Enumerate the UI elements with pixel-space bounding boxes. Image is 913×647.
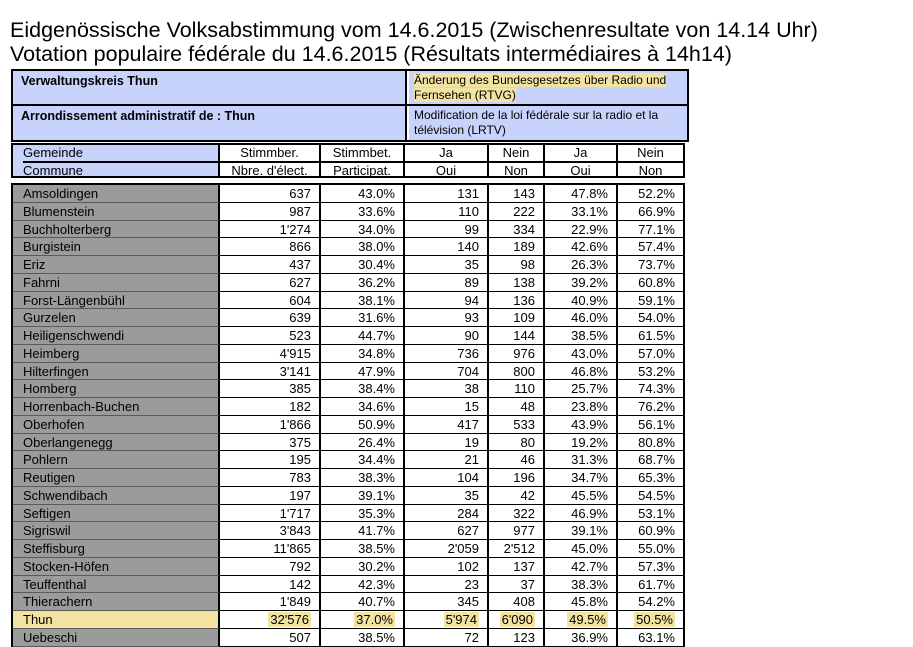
yes-pct-cell: 45.5% xyxy=(545,487,618,505)
commune-name: Heimberg xyxy=(13,345,220,363)
table-row xyxy=(13,309,683,327)
table-row xyxy=(13,451,683,469)
commune-name: Seftigen xyxy=(13,505,220,523)
voters-cell: 792 xyxy=(220,558,321,576)
commune-name: Hilterfingen xyxy=(13,363,220,381)
no-pct-cell: 60.9% xyxy=(618,522,683,540)
table-row xyxy=(13,345,683,363)
voters-cell: 866 xyxy=(220,238,321,256)
turnout-cell: 38.5% xyxy=(321,540,405,558)
yes-pct-cell: 47.8% xyxy=(545,185,618,203)
voters-cell: 604 xyxy=(220,292,321,310)
yes-pct-cell: 42.6% xyxy=(545,238,618,256)
no-pct-cell: 80.8% xyxy=(618,434,683,452)
no-count-cell: 222 xyxy=(489,203,545,221)
yes-count-cell: 5'974 xyxy=(405,611,489,629)
yes-count-cell: 417 xyxy=(405,416,489,434)
column-header-no-pct: Nein Non xyxy=(618,145,683,176)
commune-name: Oberlangenegg xyxy=(13,434,220,452)
voters-cell: 182 xyxy=(220,398,321,416)
voters-cell: 1'717 xyxy=(220,505,321,523)
yes-count-cell: 140 xyxy=(405,238,489,256)
no-pct-cell: 60.8% xyxy=(618,274,683,292)
no-count-cell: 976 xyxy=(489,345,545,363)
voters-cell: 627 xyxy=(220,274,321,292)
no-count-cell: 2'512 xyxy=(489,540,545,558)
no-count-cell: 80 xyxy=(489,434,545,452)
no-pct-cell: 77.1% xyxy=(618,221,683,239)
commune-name: Burgistein xyxy=(13,238,220,256)
voters-cell: 195 xyxy=(220,451,321,469)
yes-pct-cell: 25.7% xyxy=(545,380,618,398)
district-label-de: Verwaltungskreis Thun xyxy=(13,71,407,105)
turnout-cell: 26.4% xyxy=(321,434,405,452)
no-pct-cell: 57.3% xyxy=(618,558,683,576)
turnout-cell: 34.6% xyxy=(321,398,405,416)
voters-cell: 3'843 xyxy=(220,522,321,540)
yes-pct-cell: 39.1% xyxy=(545,522,618,540)
no-count-cell: 109 xyxy=(489,309,545,327)
commune-name: Schwendibach xyxy=(13,487,220,505)
no-pct-cell: 76.2% xyxy=(618,398,683,416)
commune-name: Amsoldingen xyxy=(13,185,220,203)
voters-cell: 637 xyxy=(220,185,321,203)
commune-name: Sigriswil xyxy=(13,522,220,540)
voters-cell: 507 xyxy=(220,629,321,647)
yes-count-cell: 94 xyxy=(405,292,489,310)
no-pct-cell: 52.2% xyxy=(618,185,683,203)
yes-pct-cell: 33.1% xyxy=(545,203,618,221)
turnout-cell: 38.3% xyxy=(321,469,405,487)
commune-name: Pohlern xyxy=(13,451,220,469)
yes-pct-cell: 49.5% xyxy=(545,611,618,629)
table-row xyxy=(13,185,683,203)
no-count-cell: 800 xyxy=(489,363,545,381)
column-header-voters: Stimmber. Nbre. d'élect. xyxy=(220,145,321,176)
no-pct-cell: 56.1% xyxy=(618,416,683,434)
yes-pct-cell: 38.3% xyxy=(545,576,618,594)
table-row xyxy=(13,522,683,540)
column-header-yes: Ja Oui xyxy=(405,145,489,176)
yes-count-cell: 284 xyxy=(405,505,489,523)
voters-cell: 639 xyxy=(220,309,321,327)
yes-count-cell: 736 xyxy=(405,345,489,363)
yes-count-cell: 627 xyxy=(405,522,489,540)
yes-count-cell: 99 xyxy=(405,221,489,239)
table-row xyxy=(13,540,683,558)
yes-count-cell: 21 xyxy=(405,451,489,469)
yes-pct-cell: 45.0% xyxy=(545,540,618,558)
no-pct-cell: 63.1% xyxy=(618,629,683,647)
voters-cell: 1'849 xyxy=(220,593,321,611)
yes-count-cell: 38 xyxy=(405,380,489,398)
yes-pct-cell: 38.5% xyxy=(545,327,618,345)
voters-cell: 4'915 xyxy=(220,345,321,363)
yes-count-cell: 23 xyxy=(405,576,489,594)
no-count-cell: 123 xyxy=(489,629,545,647)
page-title-de: Eidgenössische Volksabstimmung vom 14.6.2015 (Zwischenresultate von 14.14 Uhr) xyxy=(10,18,818,42)
commune-name: Gurzelen xyxy=(13,309,220,327)
yes-pct-cell: 46.8% xyxy=(545,363,618,381)
commune-name: Stocken-Höfen xyxy=(13,558,220,576)
turnout-cell: 34.8% xyxy=(321,345,405,363)
column-header-no: Nein Non xyxy=(489,145,545,176)
table-row xyxy=(13,327,683,345)
yes-pct-cell: 46.0% xyxy=(545,309,618,327)
header-row-de xyxy=(11,69,689,107)
yes-count-cell: 345 xyxy=(405,593,489,611)
table-row xyxy=(13,398,683,416)
turnout-cell: 33.6% xyxy=(321,203,405,221)
table-row xyxy=(13,593,683,611)
yes-pct-cell: 40.9% xyxy=(545,292,618,310)
table-row xyxy=(13,238,683,256)
yes-count-cell: 35 xyxy=(405,256,489,274)
commune-name: Thun xyxy=(13,611,220,629)
no-count-cell: 136 xyxy=(489,292,545,310)
no-pct-cell: 73.7% xyxy=(618,256,683,274)
voters-cell: 3'141 xyxy=(220,363,321,381)
no-count-cell: 144 xyxy=(489,327,545,345)
commune-name: Uebeschi xyxy=(13,629,220,647)
no-count-cell: 977 xyxy=(489,522,545,540)
table-row xyxy=(13,576,683,594)
turnout-cell: 39.1% xyxy=(321,487,405,505)
turnout-cell: 34.4% xyxy=(321,451,405,469)
yes-pct-cell: 39.2% xyxy=(545,274,618,292)
yes-pct-cell: 26.3% xyxy=(545,256,618,274)
turnout-cell: 38.1% xyxy=(321,292,405,310)
turnout-cell: 36.2% xyxy=(321,274,405,292)
turnout-cell: 44.7% xyxy=(321,327,405,345)
table-row xyxy=(13,416,683,434)
no-pct-cell: 54.0% xyxy=(618,309,683,327)
no-count-cell: 322 xyxy=(489,505,545,523)
turnout-cell: 30.2% xyxy=(321,558,405,576)
commune-name: Teuffenthal xyxy=(13,576,220,594)
commune-name: Oberhofen xyxy=(13,416,220,434)
voters-cell: 1'866 xyxy=(220,416,321,434)
turnout-cell: 38.0% xyxy=(321,238,405,256)
no-pct-cell: 65.3% xyxy=(618,469,683,487)
table-row xyxy=(13,558,683,576)
no-count-cell: 6'090 xyxy=(489,611,545,629)
yes-count-cell: 15 xyxy=(405,398,489,416)
voters-cell: 1'274 xyxy=(220,221,321,239)
commune-name: Fahrni xyxy=(13,274,220,292)
no-pct-cell: 54.5% xyxy=(618,487,683,505)
turnout-cell: 40.7% xyxy=(321,593,405,611)
no-count-cell: 48 xyxy=(489,398,545,416)
commune-name: Reutigen xyxy=(13,469,220,487)
no-count-cell: 334 xyxy=(489,221,545,239)
district-label-fr: Arrondissement administratif de : Thun xyxy=(13,106,407,140)
table-row xyxy=(13,434,683,452)
column-header-commune: Gemeinde Commune xyxy=(13,145,220,176)
subject-label-de: Änderung des Bundesgesetzes über Radio und Fernsehen (RTVG) xyxy=(409,71,687,105)
table-row xyxy=(13,203,683,221)
yes-pct-cell: 22.9% xyxy=(545,221,618,239)
yes-count-cell: 2'059 xyxy=(405,540,489,558)
voters-cell: 375 xyxy=(220,434,321,452)
no-count-cell: 196 xyxy=(489,469,545,487)
no-count-cell: 42 xyxy=(489,487,545,505)
voters-cell: 32'576 xyxy=(220,611,321,629)
yes-count-cell: 35 xyxy=(405,487,489,505)
yes-pct-cell: 43.9% xyxy=(545,416,618,434)
table-row xyxy=(13,629,683,647)
voters-cell: 783 xyxy=(220,469,321,487)
no-pct-cell: 55.0% xyxy=(618,540,683,558)
subject-label-fr: Modification de la loi fédérale sur la radio et la télévision (LRTV) xyxy=(409,106,687,140)
commune-name: Steffisburg xyxy=(13,540,220,558)
yes-pct-cell: 36.9% xyxy=(545,629,618,647)
turnout-cell: 38.4% xyxy=(321,380,405,398)
commune-name: Thierachern xyxy=(13,593,220,611)
turnout-cell: 31.6% xyxy=(321,309,405,327)
column-header-yes-pct: Ja Oui xyxy=(545,145,618,176)
yes-pct-cell: 34.7% xyxy=(545,469,618,487)
no-count-cell: 408 xyxy=(489,593,545,611)
no-pct-cell: 54.2% xyxy=(618,593,683,611)
voters-cell: 437 xyxy=(220,256,321,274)
yes-pct-cell: 42.7% xyxy=(545,558,618,576)
no-count-cell: 46 xyxy=(489,451,545,469)
turnout-cell: 34.0% xyxy=(321,221,405,239)
column-headers xyxy=(11,143,685,178)
voters-cell: 142 xyxy=(220,576,321,594)
commune-name: Heiligenschwendi xyxy=(13,327,220,345)
no-count-cell: 143 xyxy=(489,185,545,203)
commune-name: Buchholterberg xyxy=(13,221,220,239)
yes-count-cell: 131 xyxy=(405,185,489,203)
commune-name: Horrenbach-Buchen xyxy=(13,398,220,416)
no-pct-cell: 57.0% xyxy=(618,345,683,363)
no-pct-cell: 61.5% xyxy=(618,327,683,345)
no-count-cell: 98 xyxy=(489,256,545,274)
yes-count-cell: 19 xyxy=(405,434,489,452)
no-pct-cell: 74.3% xyxy=(618,380,683,398)
yes-count-cell: 110 xyxy=(405,203,489,221)
yes-count-cell: 72 xyxy=(405,629,489,647)
no-pct-cell: 59.1% xyxy=(618,292,683,310)
table-row xyxy=(13,487,683,505)
turnout-cell: 43.0% xyxy=(321,185,405,203)
no-pct-cell: 57.4% xyxy=(618,238,683,256)
turnout-cell: 30.4% xyxy=(321,256,405,274)
no-pct-cell: 61.7% xyxy=(618,576,683,594)
table-row xyxy=(13,611,683,629)
voters-cell: 197 xyxy=(220,487,321,505)
yes-count-cell: 104 xyxy=(405,469,489,487)
yes-count-cell: 90 xyxy=(405,327,489,345)
no-pct-cell: 53.2% xyxy=(618,363,683,381)
voters-cell: 523 xyxy=(220,327,321,345)
yes-count-cell: 102 xyxy=(405,558,489,576)
page-title-fr: Votation populaire fédérale du 14.6.2015 (Résultats intermédiaires à 14h14) xyxy=(10,42,732,66)
no-pct-cell: 50.5% xyxy=(618,611,683,629)
yes-count-cell: 704 xyxy=(405,363,489,381)
turnout-cell: 47.9% xyxy=(321,363,405,381)
no-count-cell: 37 xyxy=(489,576,545,594)
yes-pct-cell: 43.0% xyxy=(545,345,618,363)
commune-name: Homberg xyxy=(13,380,220,398)
no-pct-cell: 68.7% xyxy=(618,451,683,469)
commune-name: Blumenstein xyxy=(13,203,220,221)
header-row-fr xyxy=(11,104,689,142)
no-count-cell: 110 xyxy=(489,380,545,398)
no-pct-cell: 53.1% xyxy=(618,505,683,523)
no-count-cell: 138 xyxy=(489,274,545,292)
table-row xyxy=(13,292,683,310)
table-row xyxy=(13,221,683,239)
table-row xyxy=(13,274,683,292)
yes-pct-cell: 19.2% xyxy=(545,434,618,452)
turnout-cell: 50.9% xyxy=(321,416,405,434)
yes-pct-cell: 31.3% xyxy=(545,451,618,469)
yes-pct-cell: 23.8% xyxy=(545,398,618,416)
yes-pct-cell: 45.8% xyxy=(545,593,618,611)
no-pct-cell: 66.9% xyxy=(618,203,683,221)
column-header-turnout: Stimmbet. Participat. xyxy=(321,145,405,176)
no-count-cell: 137 xyxy=(489,558,545,576)
turnout-cell: 38.5% xyxy=(321,629,405,647)
voters-cell: 11'865 xyxy=(220,540,321,558)
table-row xyxy=(13,469,683,487)
yes-count-cell: 93 xyxy=(405,309,489,327)
table-row xyxy=(13,505,683,523)
commune-name: Eriz xyxy=(13,256,220,274)
voters-cell: 987 xyxy=(220,203,321,221)
table-row xyxy=(13,256,683,274)
no-count-cell: 533 xyxy=(489,416,545,434)
table-row xyxy=(13,380,683,398)
commune-name: Forst-Längenbühl xyxy=(13,292,220,310)
turnout-cell: 42.3% xyxy=(321,576,405,594)
yes-pct-cell: 46.9% xyxy=(545,505,618,523)
turnout-cell: 41.7% xyxy=(321,522,405,540)
no-count-cell: 189 xyxy=(489,238,545,256)
turnout-cell: 37.0% xyxy=(321,611,405,629)
voters-cell: 385 xyxy=(220,380,321,398)
results-table xyxy=(11,183,685,647)
yes-count-cell: 89 xyxy=(405,274,489,292)
turnout-cell: 35.3% xyxy=(321,505,405,523)
table-row xyxy=(13,363,683,381)
